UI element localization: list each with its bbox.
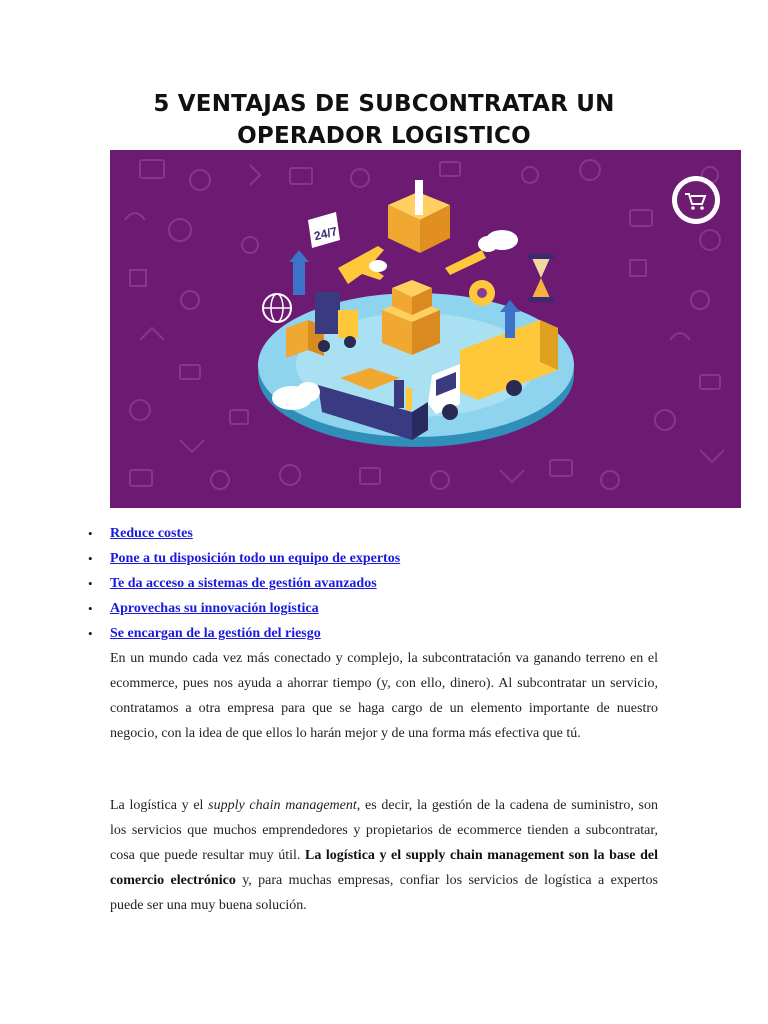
badge-24-7 xyxy=(308,212,340,248)
cargo-stack xyxy=(382,280,440,355)
box-icon xyxy=(388,180,450,253)
link-sistemas-gestion[interactable]: Te da acceso a sistemas de gestión avanzados xyxy=(110,576,377,591)
list-item xyxy=(84,573,400,598)
bar-stripe xyxy=(445,250,486,275)
cloud-icon xyxy=(478,230,518,252)
link-gestion-riesgo[interactable]: Se encargan de la gestión del riesgo xyxy=(110,626,321,641)
document-title xyxy=(110,88,658,152)
link-equipo-expertos[interactable]: Pone a tu disposición todo un equipo de expertos xyxy=(110,551,401,566)
hourglass-icon xyxy=(528,254,554,302)
title-line-1: 5 VENTAJAS DE SUBCONTRATAR UN xyxy=(153,91,615,117)
list-item xyxy=(84,623,400,648)
logistics-illustration xyxy=(110,150,741,508)
paragraph2-part2: , es decir, la gestión de la cadena de suministro, son los servicios que muchos emprendedores y propietarios de ecommerce tienden a subcontratar, cosa que puede resultar muy útil. xyxy=(110,798,658,863)
supply-chain-italic: supply chain management xyxy=(208,798,357,813)
link-reduce-costes[interactable]: Reduce costes xyxy=(110,526,193,541)
package-arrow xyxy=(289,250,309,295)
paragraph2-part1: La logística y el xyxy=(110,798,209,813)
title-line-2: OPERADOR LOGISTICO xyxy=(237,123,531,149)
list-item xyxy=(84,523,400,548)
logistics-paragraph xyxy=(110,793,658,918)
advantages-list xyxy=(84,523,400,648)
list-item xyxy=(84,548,400,573)
link-innovacion-logistica[interactable]: Aprovechas su innovación logística xyxy=(110,601,319,616)
tape-icon xyxy=(469,280,495,306)
list-item xyxy=(84,598,400,623)
badge-text: 24/7 xyxy=(312,224,339,244)
globe-icon xyxy=(263,294,291,322)
intro-paragraph: En un mundo cada vez más conectado y complejo, la subcontratación va ganando terreno en el ecommerce, pues nos ayuda a ahorrar tiempo (y, con ello, dinero). Al subcontratar un servicio, contratamos a otra empresa para que se haga cargo de un elemento importante de nuestro negocio, con la idea de que ellos lo harán mejor y de una forma más efectiva que tú. xyxy=(110,651,658,741)
paragraph2-part3: y, para muchas empresas, confiar los servicios de logística a expertos puede ser una muy buena solución. xyxy=(110,873,658,913)
small-cloud xyxy=(369,260,387,272)
paragraph2-bold: La logística y el supply chain management son la base del comercio electrónico xyxy=(110,848,658,888)
cart-badge xyxy=(672,176,720,224)
hero-illustration xyxy=(110,150,741,508)
